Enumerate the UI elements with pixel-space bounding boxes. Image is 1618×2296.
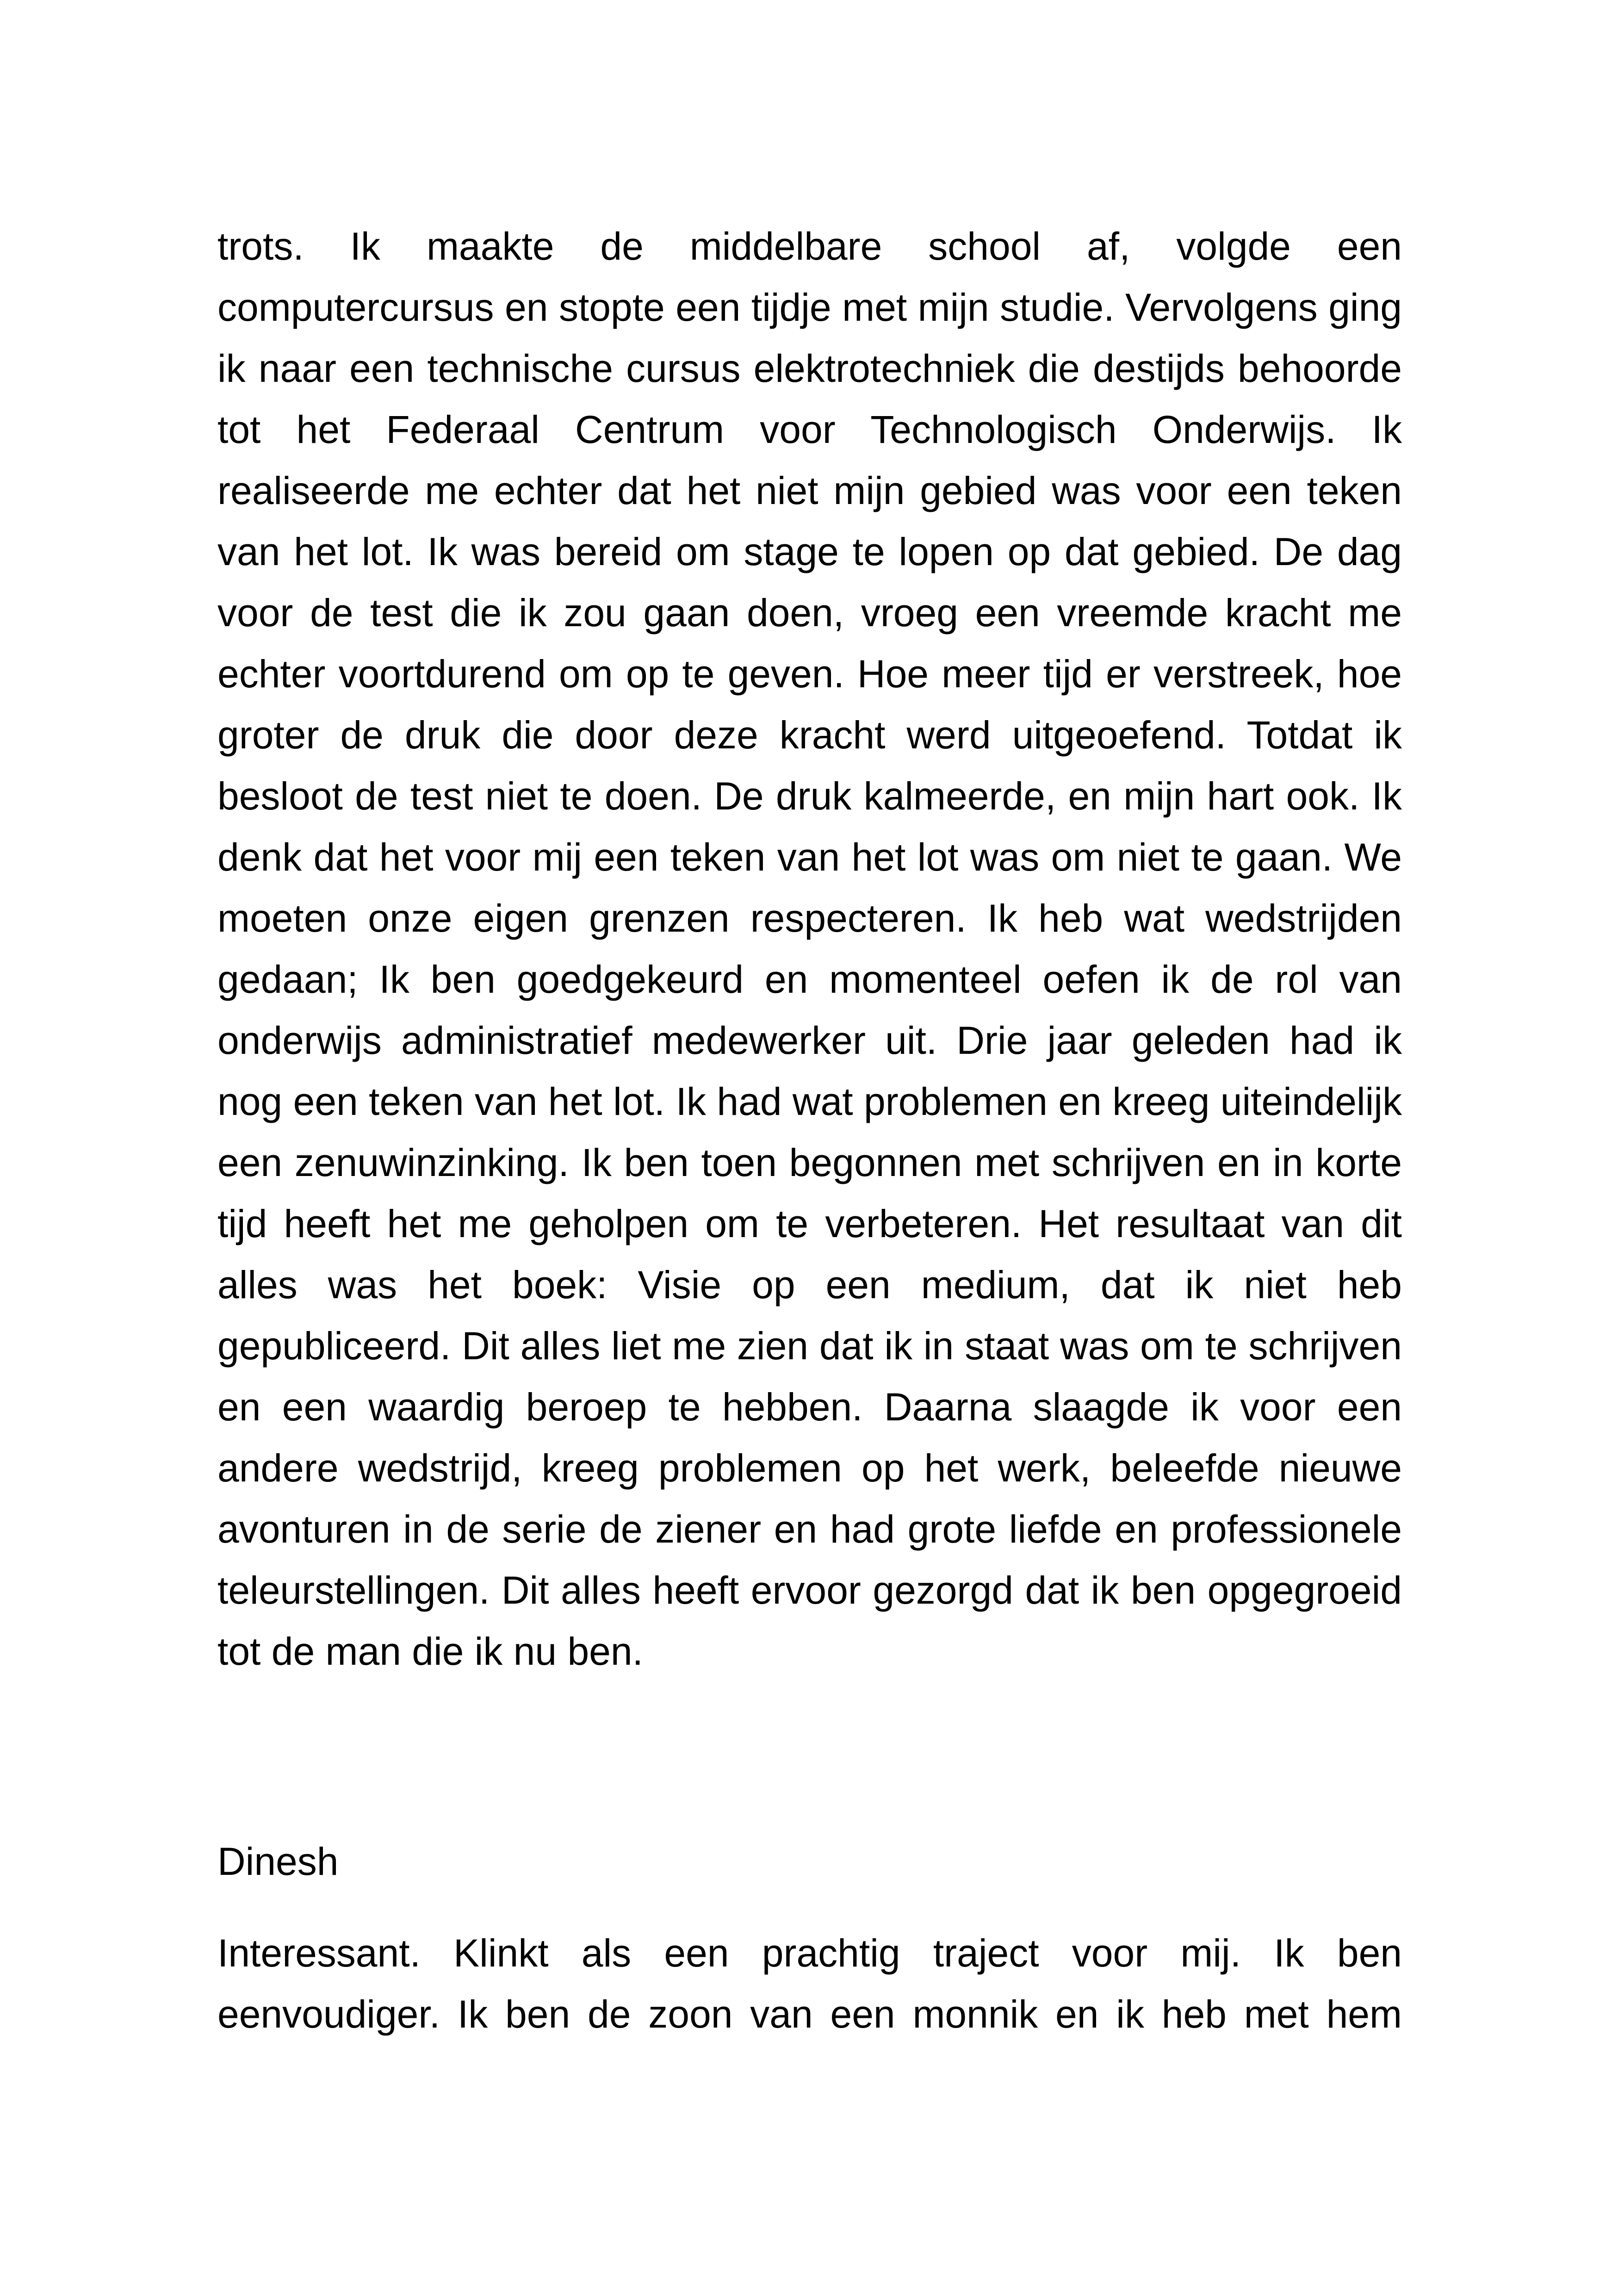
body-paragraph: trots. Ik maakte de middelbare school af, volgde een computercursus en stopte een tijdje met mijn studie. Vervolgens ging ik naar een technische cursus elektrotechniek die destijds behoorde tot het Federaal Centrum voor Technologisch Onderwijs. Ik realiseerde me echter dat het niet mijn gebied was voor een teken van het lot. Ik was bereid om stage te lopen op dat gebied. De dag voor de test die ik zou gaan doen, vroeg een vreemde kracht me echter voortdurend om op te geven. Hoe meer tijd er verstreek, hoe groter de druk die door deze kracht werd uitgeoefend. Totdat ik besloot de test niet te doen. De druk kalmeerde, en mijn hart ook. Ik denk dat het voor mij een teken van het lot was om niet te gaan. We moeten onze eigen grenzen respecteren. Ik heb wat wedstrijden gedaan; Ik ben goedgekeurd en momenteel oefen ik de rol van onderwijs administratief medewerker uit. Drie jaar geleden had ik nog een teken van het lot. Ik had wat problemen en kreeg uiteindelijk een zenuwinzinking. Ik ben toen begonnen met schrijven en in korte tijd heeft het me geholpen om te verbeteren. Het resultaat van dit alles was het boek: Visie op een medium, dat ik niet heb gepubliceerd. Dit alles liet me zien dat ik in staat was om te schrijven en een waardig beroep te hebben. Daarna slaagde ik voor een andere wedstrijd, kreeg problemen op het werk, beleefde nieuwe avonturen in de serie de ziener en had grote liefde en professionele teleurstellingen. Dit alles heeft ervoor gezorgd dat ik ben opgegroeid tot de man die ik nu ben.: [217, 224, 1402, 1673]
reply-paragraph: Interessant. Klinkt als een prachtig traject voor mij. Ik ben eenvoudiger. Ik ben de zoon van een monnik en ik heb met hem: [217, 1931, 1402, 2036]
speaker-name: Dinesh: [217, 1840, 339, 1883]
